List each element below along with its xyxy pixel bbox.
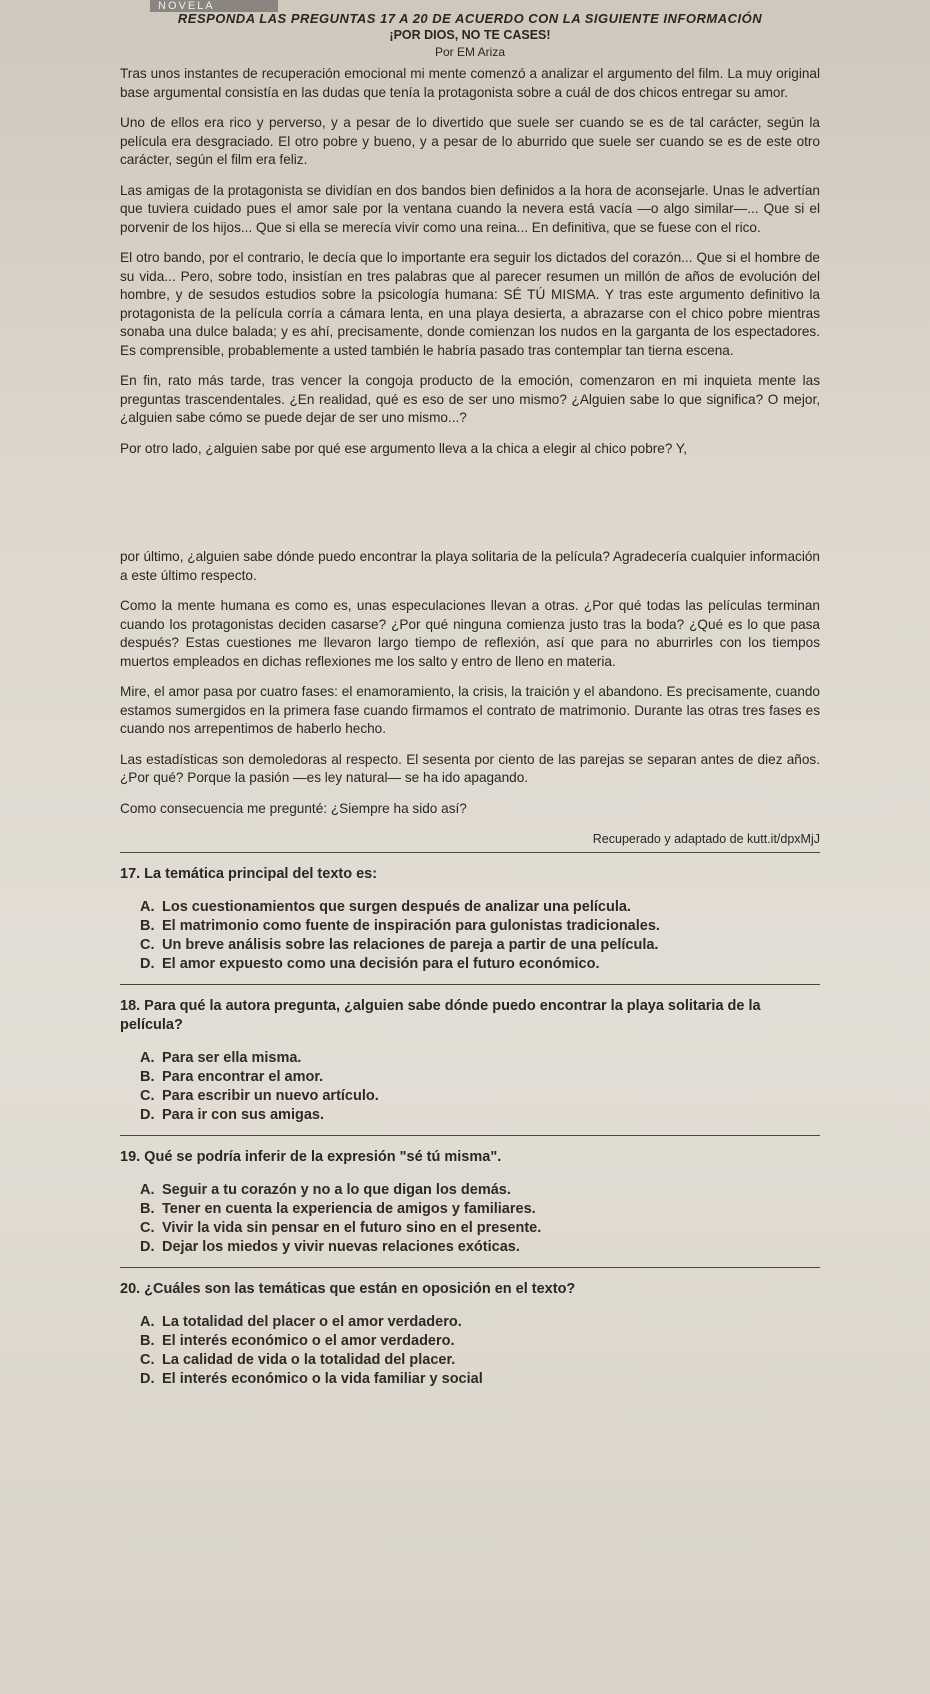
divider [120,852,820,853]
answer-option[interactable]: B. Para encontrar el amor. [140,1069,324,1085]
section-tab: NOVELA [150,0,278,12]
divider [120,1135,820,1136]
paragraph: En fin, rato más tarde, tras vencer la congoja producto de la emoción, comenzaron en mi inquieta mente las preguntas trascendentales. ¿En realidad, qué es eso de ser uno mismo? ¿Alguien sabe lo que significa? O mejor, ¿alguien sabe cómo se puede dejar de ser uno mismo...? [120,373,820,425]
instructions: RESPONDA LAS PREGUNTAS 17 A 20 DE ACUERDO CON LA SIGUIENTE INFORMACIÓN [177,11,763,26]
answer-option[interactable]: C. Un breve análisis sobre las relaciones de pareja a partir de una película. [140,937,659,953]
answer-options [140,1313,820,1389]
paragraph: Como la mente humana es como es, unas especulaciones llevan a otras. ¿Por qué todas las películas terminan cuando los protagonistas deciden casarse? ¿Por qué ninguna comienza justo tras la boda? ¿Qué es lo que pasa después? Estas cuestiones me llevaron largo tiempo de reflexión, así que para no aburrirles con los tiempos muertos empleados en dichas reflexiones me los salto y entro de lleno en materia. [120,598,820,669]
question-prompt: 20. ¿Cuáles son las temáticas que están en oposición en el texto? [120,1281,576,1297]
answer-options [140,1049,820,1125]
answer-option[interactable]: A. Seguir a tu corazón y no a lo que digan los demás. [140,1182,511,1198]
divider [120,984,820,985]
answer-options [140,898,820,974]
answer-option[interactable]: D. Para ir con sus amigas. [140,1107,324,1123]
author-byline: Por EM Ariza [434,45,506,59]
paragraph: Por otro lado, ¿alguien sabe por qué ese argumento lleva a la chica a elegir al chico pobre? Y, [120,440,688,456]
answer-option[interactable]: C. La calidad de vida o la totalidad del placer. [140,1352,456,1368]
document-body [120,10,820,1399]
answer-option[interactable]: B. El interés económico o el amor verdadero. [140,1333,455,1349]
answer-option[interactable]: D. El interés económico o la vida familiar y social [140,1371,483,1387]
article-text-top [120,65,820,458]
article-text-bottom [120,548,820,818]
question-18 [120,997,820,1125]
source-citation: Recuperado y adaptado de kutt.it/dpxMjJ [592,832,820,846]
paragraph: por último, ¿alguien sabe dónde puedo encontrar la playa solitaria de la película? Agradecería cualquier información a este último respecto. [120,549,820,583]
question-prompt: 17. La temática principal del texto es: [120,866,378,882]
answer-option[interactable]: A. Los cuestionamientos que surgen después de analizar una película. [140,899,631,915]
paragraph: El otro bando, por el contrario, le decía que lo importante era seguir los dictados del corazón... Que si el hombre de su vida... Pero, sobre todo, insistían en tres palabras que al parecer resumen un millón de años de evolución del hombre, y de sesudos estudios sobre la psicología humana: SÉ TÚ MISMA. Y tras este argumento definitivo la protagonista de la película corría a cámara lenta, en una playa desierta, a abrazarse con el chico pobre mientras sonaba una dulce balada; y es ahí, precisamente, donde comienzan los nudos en la garganta de los espectadores. Es comprensible, probablemente a usted también le habría pasado tras contemplar tan tierna escena. [120,250,820,358]
article-title: ¡POR DIOS, NO TE CASES! [389,28,551,42]
paper-fold-gap [120,470,820,548]
question-prompt: 18. Para qué la autora pregunta, ¿alguien sabe dónde puedo encontrar la playa solitaria de la película? [120,998,761,1033]
paragraph: Las estadísticas son demoledoras al respecto. El sesenta por ciento de las parejas se separan antes de diez años. ¿Por qué? Porque la pasión —es ley natural— se ha ido apagando. [120,751,820,785]
paragraph: Tras unos instantes de recuperación emocional mi mente comenzó a analizar el argumento del film. La muy original base argumental consistía en las dudas que tenía la protagonista sobre a cuál de dos chicos entregar su amor. [120,66,820,100]
answer-option[interactable]: D. Dejar los miedos y vivir nuevas relaciones exóticas. [140,1239,520,1255]
question-20 [120,1280,820,1389]
question-prompt: 19. Qué se podría inferir de la expresión "sé tú misma". [120,1149,502,1165]
paragraph: Como consecuencia me pregunté: ¿Siempre ha sido así? [120,800,467,816]
answer-option[interactable]: A. La totalidad del placer o el amor verdadero. [140,1314,462,1330]
paragraph: Mire, el amor pasa por cuatro fases: el enamoramiento, la crisis, la traición y el abandono. Es precisamente, cuando estamos sumergidos en la primera fase cuando firmamos el contrato de matrimonio. Durante las otras tres fases es cuando nos arrepentimos de haberlo hecho. [120,684,820,736]
answer-option[interactable]: D. El amor expuesto como una decisión para el futuro económico. [140,956,600,972]
question-19 [120,1148,820,1257]
answer-option[interactable]: C. Para escribir un nuevo artículo. [140,1088,379,1104]
question-17 [120,865,820,974]
paragraph: Las amigas de la protagonista se dividían en dos bandos bien definidos a la hora de aconsejarle. Unas le advertían que tuviera cuidado pues el amor sale por la ventana cuando la nevera está vacía —o algo similar—... Que si el porvenir de los hijos... Que si ella se merecía vivir como una reina... En definitiva, que se fuese con el rico. [120,182,820,235]
paragraph: Uno de ellos era rico y perverso, y a pesar de lo divertido que suele ser cuando se es de tal carácter, según la película era desgraciado. El otro pobre y bueno, y a pesar de lo aburrido que suele ser cuando se es de este otro carácter, según el film era feliz. [120,115,820,167]
answer-option[interactable]: A. Para ser ella misma. [140,1050,302,1066]
answer-option[interactable]: C. Vivir la vida sin pensar en el futuro sino en el presente. [140,1220,542,1236]
divider [120,1267,820,1268]
answer-option[interactable]: B. El matrimonio como fuente de inspiración para gulonistas tradicionales. [140,918,660,934]
answer-option[interactable]: B. Tener en cuenta la experiencia de amigos y familiares. [140,1201,536,1217]
answer-options [140,1181,820,1257]
